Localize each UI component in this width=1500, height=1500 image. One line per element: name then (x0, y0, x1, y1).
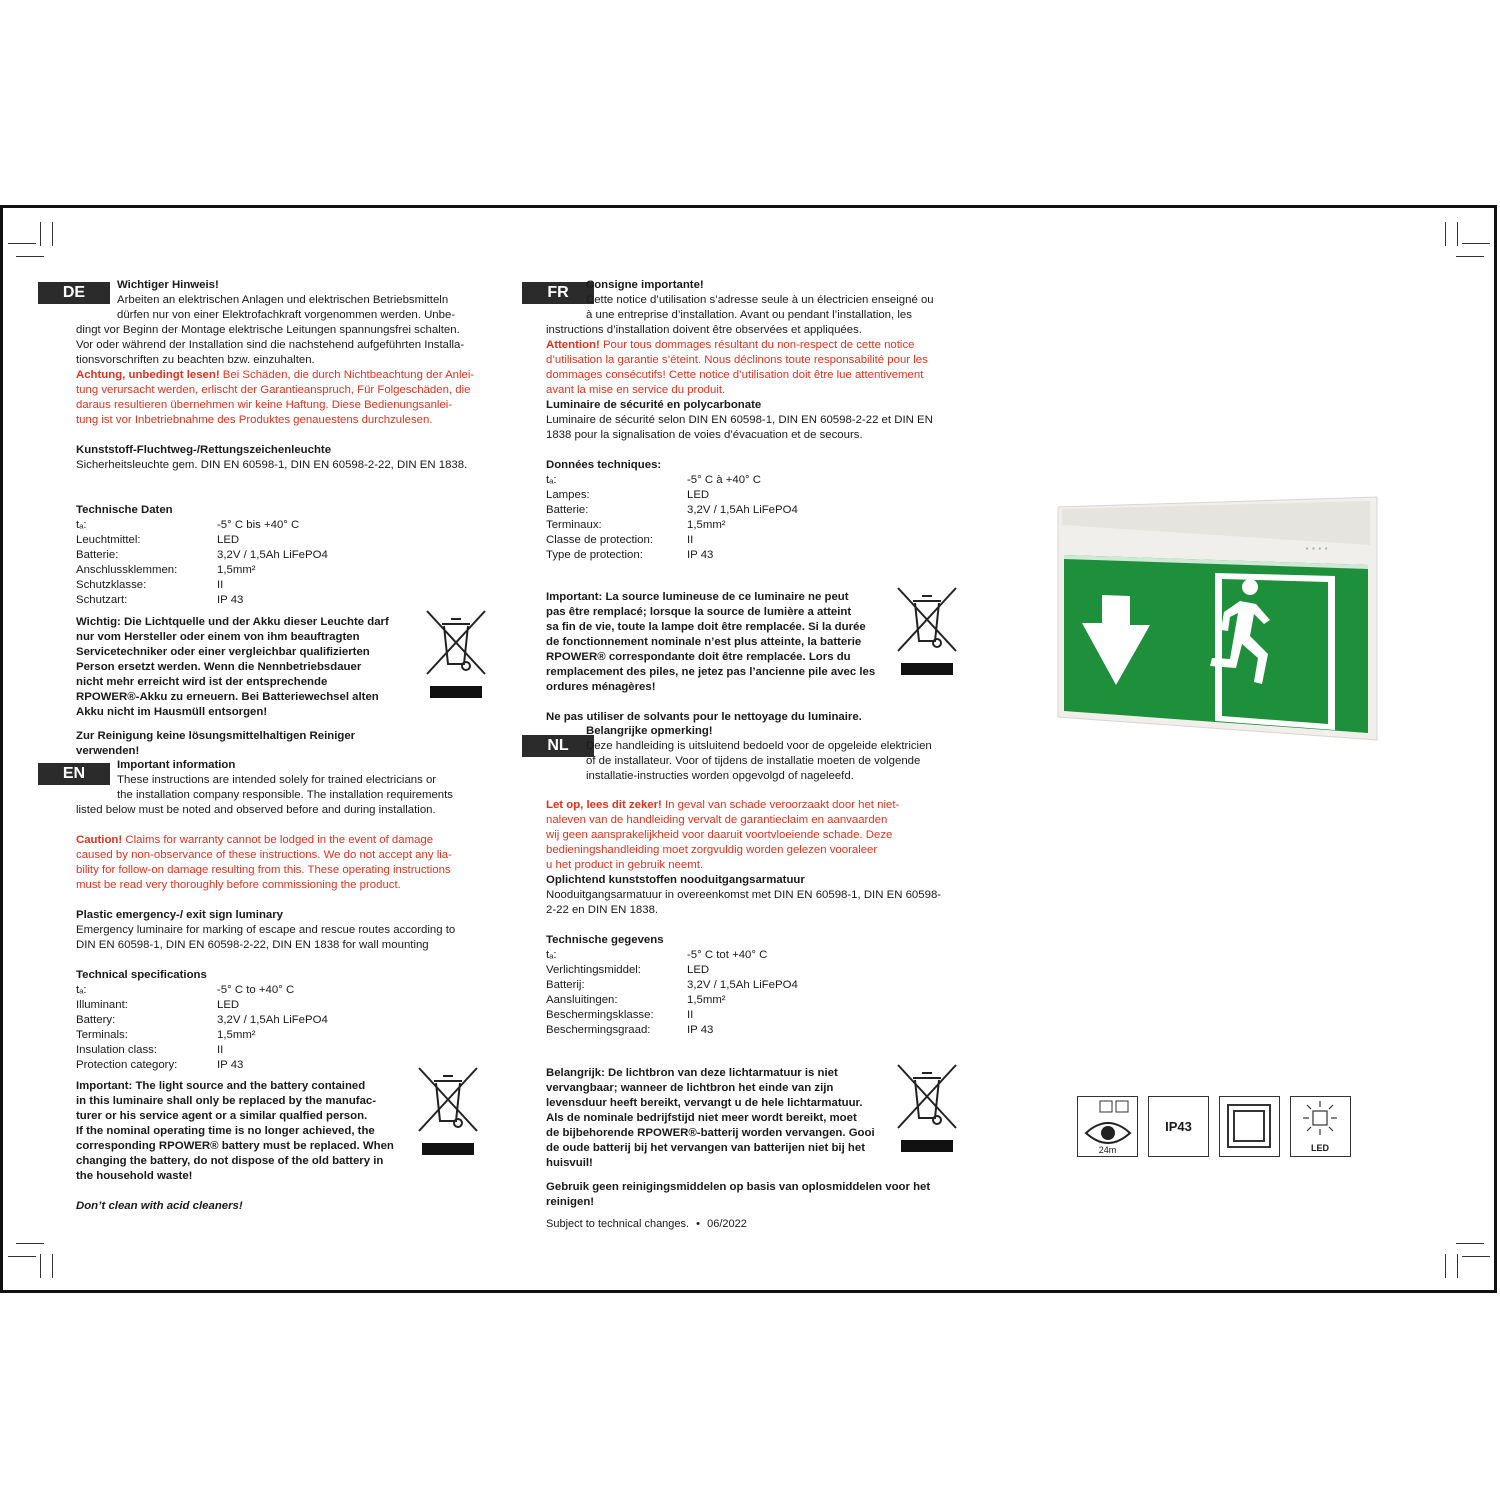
de-product-title: Kunststoff-Fluchtweg-/Rettungszeichenleuchte (76, 444, 332, 456)
table-row: Illuminant: LED (76, 999, 240, 1011)
de-warning-line: tung ist vor Inbetriebnahme des Produktes genauestens durchzulesen. (76, 414, 433, 426)
footer-date: 06/2022 (707, 1218, 747, 1230)
nl-product-title: Oplichtend kunststoffen nooduitgangsarmatuur (546, 874, 805, 886)
de-heading: Wichtiger Hinweis! (117, 279, 219, 291)
fr-warning: Attention! Pour tous dommages résultant du non-respect de cette notice (546, 339, 915, 351)
protection-class-box (1219, 1096, 1280, 1157)
footer: Subject to technical changes. • 06/2022 (546, 1218, 747, 1230)
table-row: Leuchtmittel: LED (76, 534, 240, 546)
weee-bin-icon (416, 1065, 481, 1157)
crop-mark (16, 1243, 44, 1244)
en-heading: Important information (117, 759, 236, 771)
nl-spec-table (546, 948, 798, 1038)
crop-mark (1457, 222, 1458, 246)
de-intro-line: Arbeiten an elektrischen Anlagen und elektrischen Betriebsmitteln (117, 294, 449, 306)
crop-mark (1462, 243, 1490, 244)
table-row: tₐ: -5° C tot +40° C (546, 949, 768, 961)
fr-heading: Consigne importante! (586, 279, 704, 291)
crop-mark (40, 1254, 41, 1278)
exit-sign-luminaire-image (1050, 495, 1385, 760)
protection-class-ii-icon (1220, 1097, 1278, 1155)
table-row: Type de protection: IP 43 (546, 549, 714, 561)
de-important: Wichtig: Die Lichtquelle und der Akku dieser Leuchte darf nur vom Hersteller oder einem von ihm beauftragten Servicetechniker oder einer vergleichbar qualifizierten Person ersetzt werden. Wenn die Nennbetriebsdauer nicht mehr erreicht wird ist der entsprechende RPOWER®-Akku zu erneuern. Bei Batteriewechsel alten Akku nicht im Hausmüll entsorgen! Zur Reinigung keine lösungsmittelhaltigen Reiniger verwenden! (76, 615, 421, 759)
fr-cleaning: Ne pas utiliser de solvants pour le nettoyage du luminaire. (546, 711, 862, 723)
crop-mark (8, 243, 36, 244)
table-row: Aansluitingen: 1,5mm² (546, 994, 726, 1006)
crop-mark (8, 1256, 36, 1257)
table-row: tₐ: -5° C bis +40° C (76, 519, 300, 531)
de-tech-title: Technische Daten (76, 504, 173, 516)
nl-cleaning: Gebruik geen reinigingsmiddelen op basis van oplosmiddelen voor het reinigen! (546, 1181, 931, 1208)
table-row: Verlichtingsmiddel: LED (546, 964, 710, 976)
fr-warning-label: Attention! (546, 339, 600, 351)
en-warning: Caution! Claims for warranty cannot be lodged in the event of damage (76, 834, 434, 846)
table-row: Anschlussklemmen: 1,5mm² (76, 564, 256, 576)
de-product-text: Sicherheitsleuchte gem. DIN EN 60598-1, DIN EN 60598-2-22, DIN EN 1838. (76, 459, 468, 471)
viewing-distance-label: 24m (1098, 1145, 1117, 1155)
table-row: Lampes: LED (546, 489, 710, 501)
table-row: Beschermingsgraad: IP 43 (546, 1024, 714, 1036)
table-row: Terminaux: 1,5mm² (546, 519, 726, 531)
led-icon (1291, 1097, 1349, 1141)
en-tech-title: Technical specifications (76, 969, 207, 981)
weee-bin-icon (895, 585, 960, 677)
table-row: Schutzklasse: II (76, 579, 224, 591)
led-box (1290, 1096, 1351, 1157)
fr-important: Important: La source lumineuse de ce luminaire ne peut pas être remplacé; lorsque la source de lumière a atteint sa fin de vie, toute la lampe doit être remplacée. Si la durée de fonctionnement nominale n’est plus atteinte, la batterie RPOWER® correspondante doit être remplacée. Lors du remplacement des piles, ne jetez pas l’ancienne pile avec les ordures ménagères! Ne pas utiliser de solvants pour le nettoyage du luminaire. (546, 590, 891, 725)
table-row: Batterij: 3,2V / 1,5Ah LiFePO4 (546, 979, 798, 991)
en-important: Important: The light source and the battery contained in this luminaire shall only be replaced by the manufac- turer or his service agent or a similar qualfied person. If the nominal operating time is no longer achieved, the corresponding RPOWER® battery must be replaced. When changing the battery, do not dispose of the old battery in the household waste! Don’t clean with acid cleaners! (76, 1079, 416, 1214)
crop-mark (1457, 1254, 1458, 1278)
svg-text:• • • •: • • • • (1305, 545, 1329, 553)
ip-rating-icon: IP43 (1165, 1119, 1192, 1134)
table-row: tₐ: -5° C to +40° C (76, 984, 295, 996)
de-cleaning: Zur Reinigung keine lösungsmittelhaltigen Reiniger verwenden! (76, 730, 356, 757)
table-row: Battery: 3,2V / 1,5Ah LiFePO4 (76, 1014, 328, 1026)
crop-mark (16, 256, 44, 257)
crop-mark (1456, 1243, 1484, 1244)
de-warning-line: daraus resultieren übernehmen wir keine Haftung. Diese Bedienungsanlei- (76, 399, 453, 411)
footer-note: Subject to technical changes. (546, 1218, 690, 1230)
crop-mark (1445, 1254, 1446, 1278)
table-row: Protection category: IP 43 (76, 1059, 244, 1071)
fr-product-title: Luminaire de sécurité en polycarbonate (546, 399, 762, 411)
crop-mark (1462, 1256, 1490, 1257)
nl-important: Belangrijk: De lichtbron van deze lichtarmatuur is niet vervangbaar; wanneer de lichtbron het einde van zijn levensduur heeft bereikt, vervangt u de hele lichtarmatuur. Als de nominale bedrijfstijd niet meer wordt bereikt, moet de bijbehorende RPOWER®-batterij worden vervangen. Gooi de oude batterij bij het vervangen van batterijen niet bij het huisvuil! (546, 1067, 875, 1169)
crop-mark (1445, 222, 1446, 246)
lang-tag-nl: NL (522, 735, 594, 757)
crop-mark (52, 222, 53, 246)
de-warning-line: tung verursacht werden, erlischt der Garantieanspruch, Für Folgeschäden, die (76, 384, 471, 396)
lang-tag-fr: FR (522, 282, 594, 304)
lang-tag-en: EN (38, 763, 110, 785)
table-row: tₐ: -5° C à +40° C (546, 474, 762, 486)
table-row: Insulation class: II (76, 1044, 224, 1056)
crop-mark (52, 1254, 53, 1278)
table-row: Beschermingsklasse: II (546, 1009, 694, 1021)
weee-bin-icon (895, 1062, 960, 1154)
table-row: Batterie: 3,2V / 1,5Ah LiFePO4 (76, 549, 328, 561)
en-spec-table (76, 983, 328, 1073)
de-warning-label: Achtung, unbedingt lesen! (76, 369, 220, 381)
en-cleaning: Don’t clean with acid cleaners! (76, 1200, 243, 1212)
ip-rating-box (1148, 1096, 1209, 1157)
table-row: Terminals: 1,5mm² (76, 1029, 256, 1041)
de-spec-table (76, 518, 328, 608)
de-heading-block (117, 278, 507, 323)
crop-mark (40, 222, 41, 246)
table-row: Schutzart: IP 43 (76, 594, 244, 606)
de-warning: Achtung, unbedingt lesen! Bei Schäden, die durch Nichtbeachtung der Anlei- (76, 369, 475, 381)
nl-warning-label: Let op, lees dit zeker! (546, 799, 662, 811)
nl-heading-block: Belangrijke opmerking! Deze handleiding is uitsluitend bedoeld voor de opgeleide elektricien of de installateur. Voor of tijdens de installatie moeten de volgende installatie-instructies worden opgevolgd of nageleefd. (586, 724, 976, 784)
table-row: Classe de protection: II (546, 534, 694, 546)
en-warning-label: Caution! (76, 834, 123, 846)
de-intro-line: dingt vor Beginn der Montage elektrische Leitungen spannungsfrei schalten. (76, 324, 460, 336)
crop-mark (1456, 256, 1484, 257)
lang-tag-de: DE (38, 282, 110, 304)
en-product-title: Plastic emergency-/ exit sign luminary (76, 909, 284, 921)
nl-section: Let op, lees dit zeker! In geval van schade veroorzaakt door het niet- naleven van de handleiding vervalt de garantieclaim en aanvaarden wij geen aansprakelijkheid voor daaruit voortvloeiende schade. Deze bedieningshandleiding moet zorgvuldig worden gelezen vooraleer u het product in gebruik neemt. Oplichtend kunststoffen nooduitgangsarmatuur Nooduitgangsarmatuur in overeenkomst met DIN EN 60598-1, DIN EN 60598- 2-22 en DIN EN 1838. Technische gegevens tₐ: -5° C tot +40° C Verlichtingsmiddel: LED Batterij: 3,2V / 1,5Ah LiFePO4 Aansluitingen: 1,5mm² Beschermingsklasse: II Beschermingsgraad: IP 43 (546, 798, 976, 1038)
en-section: listed below must be noted and observed before and during installation. Caution! Claims for warranty cannot be lodged in the event of damage caused by non-observance of these instructions. We do not accept any lia- bility for follow-on damage resulting from this. These operating instructions must be read very thoroughly before commissioning the product. Plastic emergency-/ exit sign luminary Emergency luminaire for marking of escape and rescue routes according to DIN EN 60598-1, DIN EN 60598-2-22, DIN EN 1838 for wall mounting Technical specifications tₐ: -5° C to +40° C Illuminant: LED Battery: 3,2V / 1,5Ah LiFePO4 Terminals: 1,5mm² Insulation class: II Protection category: IP 43 (76, 803, 506, 1073)
de-intro-line: tionsvorschriften zu beachten bzw. einzuhalten. (76, 354, 315, 366)
nl-heading: Belangrijke opmerking! (586, 725, 713, 737)
de-intro-line: Vor oder während der Installation sind die nachstehend aufgeführten Installa- (76, 339, 465, 351)
de-section (76, 323, 506, 608)
fr-tech-title: Données techniques: (546, 459, 662, 471)
nl-tech-title: Technische gegevens (546, 934, 664, 946)
fr-spec-table (546, 473, 798, 563)
led-label: LED (1311, 1143, 1329, 1153)
de-intro-line: dürfen nur von einer Elektrofachkraft vorgenommen werden. Unbe- (117, 309, 456, 321)
nl-warning: Let op, lees dit zeker! In geval van schade veroorzaakt door het niet- (546, 799, 900, 811)
fr-heading-block: Consigne importante! Cette notice d’utilisation s’adresse seule à un électricien enseigné ou à une entreprise d’installation. Avant ou pendant l’installation, les (586, 278, 976, 323)
en-heading-block: Important information These instructions are intended solely for trained electricians or the installation company responsible. The installation requirements (117, 758, 507, 803)
table-row: Batterie: 3,2V / 1,5Ah LiFePO4 (546, 504, 798, 516)
fr-section: instructions d’installation doivent être observées et appliquées. Attention! Pour tous dommages résultant du non-respect de cette notice d’utilisation la garantie s’éteint. Nous déclinons toute responsabilité pour les dommages consécutifs! Cette notice d’utilisation doit être lue attentivement avant la mise en service du produit. Luminaire de sécurité en polycarbonate Luminaire de sécurité selon DIN EN 60598-1, DIN EN 60598-2-22 et DIN EN 1838 pour la signalisation de voies d’évacuation et de secours. Données techniques: tₐ: -5° C à +40° C Lampes: LED Batterie: 3,2V / 1,5Ah LiFePO4 Terminaux: 1,5mm² Classe de protection: II Type de protection: IP 43 (546, 323, 976, 563)
weee-bin-icon (424, 608, 489, 700)
